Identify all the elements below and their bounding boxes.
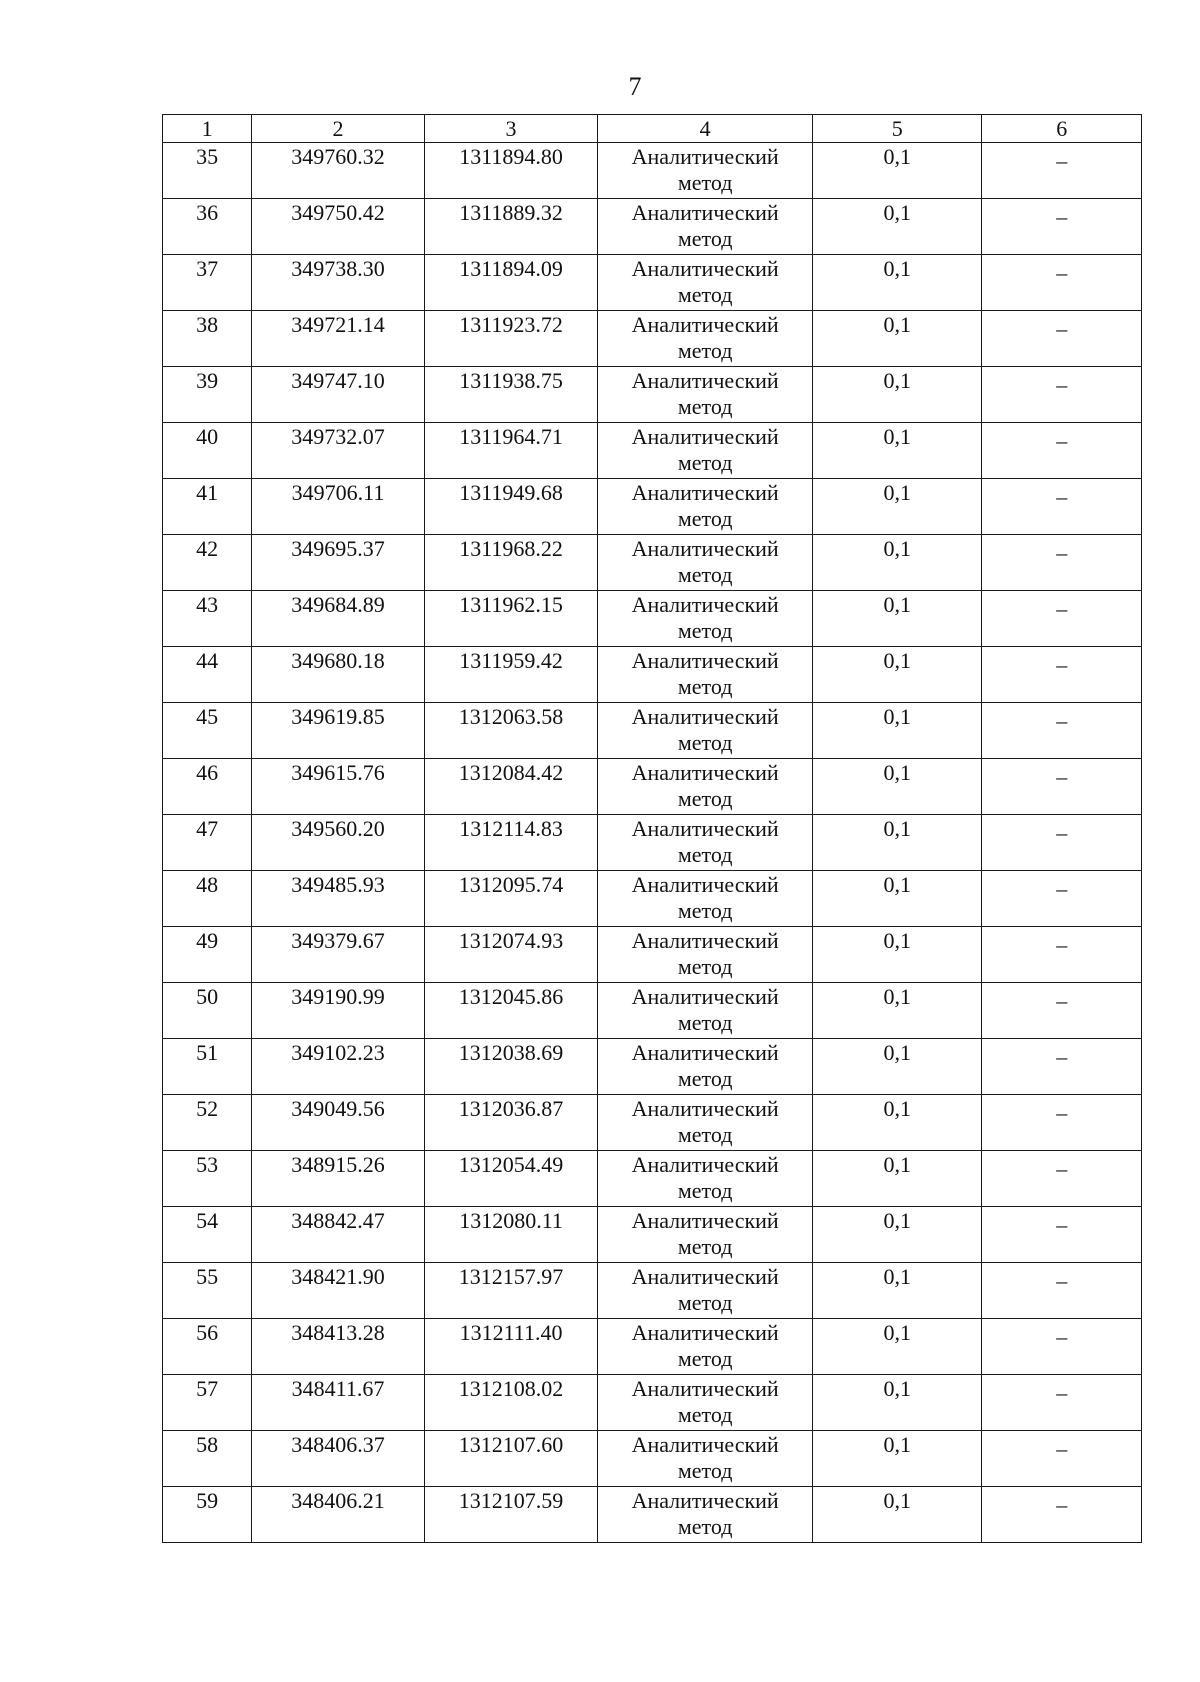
table-row (163, 479, 1142, 535)
method-cell (598, 535, 813, 591)
note-dash: – (1056, 1380, 1068, 1405)
method-line-2: метод (677, 842, 733, 867)
point-number-cell: 52 (163, 1095, 252, 1151)
x-coordinate-cell: 348421.90 (252, 1263, 425, 1319)
note-cell (982, 1487, 1142, 1543)
accuracy-cell: 0,1 (812, 255, 982, 311)
method-line-1: Аналитический (631, 1432, 779, 1457)
point-number-cell: 55 (163, 1263, 252, 1319)
method-cell (598, 927, 813, 983)
note-cell (982, 1263, 1142, 1319)
accuracy-cell: 0,1 (812, 871, 982, 927)
accuracy-cell: 0,1 (812, 1319, 982, 1375)
method-line-2: метод (677, 1514, 733, 1539)
x-coordinate-cell: 348411.67 (252, 1375, 425, 1431)
method-line-2: метод (677, 618, 733, 643)
point-number-cell: 41 (163, 479, 252, 535)
point-number-cell: 37 (163, 255, 252, 311)
method-cell (598, 647, 813, 703)
point-number-cell: 59 (163, 1487, 252, 1543)
table-row (163, 591, 1142, 647)
point-number-cell: 43 (163, 591, 252, 647)
note-dash: – (1056, 820, 1068, 845)
method-cell (598, 423, 813, 479)
y-coordinate-cell: 1312063.58 (424, 703, 598, 759)
y-coordinate-cell: 1312157.97 (424, 1263, 598, 1319)
method-cell (598, 199, 813, 255)
method-line-1: Аналитический (631, 1152, 779, 1177)
method-line-2: метод (677, 1010, 733, 1035)
table-row (163, 647, 1142, 703)
method-line-2: метод (677, 786, 733, 811)
method-line-2: метод (677, 1346, 733, 1371)
method-line-2: метод (677, 506, 733, 531)
table-row (163, 1151, 1142, 1207)
method-line-2: метод (677, 1402, 733, 1427)
table-row (163, 255, 1142, 311)
note-cell (982, 647, 1142, 703)
y-coordinate-cell: 1312095.74 (424, 871, 598, 927)
method-line-1: Аналитический (631, 424, 779, 449)
table-row (163, 759, 1142, 815)
point-number-cell: 39 (163, 367, 252, 423)
method-line-1: Аналитический (631, 312, 779, 337)
note-dash: – (1056, 988, 1068, 1013)
method-line-2: метод (677, 282, 733, 307)
accuracy-cell: 0,1 (812, 703, 982, 759)
method-line-2: метод (677, 898, 733, 923)
method-line-2: метод (677, 1458, 733, 1483)
method-cell (598, 1375, 813, 1431)
method-cell (598, 1039, 813, 1095)
table-row (163, 1039, 1142, 1095)
point-number-cell: 47 (163, 815, 252, 871)
x-coordinate-cell: 349102.23 (252, 1039, 425, 1095)
method-cell (598, 1487, 813, 1543)
x-coordinate-cell: 349680.18 (252, 647, 425, 703)
point-number-cell: 54 (163, 1207, 252, 1263)
table-body (163, 115, 1142, 1543)
y-coordinate-cell: 1311964.71 (424, 423, 598, 479)
x-coordinate-cell: 349721.14 (252, 311, 425, 367)
point-number-cell: 51 (163, 1039, 252, 1095)
table-row (163, 815, 1142, 871)
accuracy-cell: 0,1 (812, 1207, 982, 1263)
column-header-3: 3 (424, 115, 598, 143)
note-cell (982, 367, 1142, 423)
note-dash: – (1056, 260, 1068, 285)
note-dash: – (1056, 652, 1068, 677)
accuracy-cell: 0,1 (812, 423, 982, 479)
method-line-1: Аналитический (631, 1488, 779, 1513)
x-coordinate-cell: 348406.37 (252, 1431, 425, 1487)
method-cell (598, 983, 813, 1039)
y-coordinate-cell: 1312107.60 (424, 1431, 598, 1487)
method-cell (598, 367, 813, 423)
accuracy-cell: 0,1 (812, 1487, 982, 1543)
note-cell (982, 1151, 1142, 1207)
method-line-1: Аналитический (631, 760, 779, 785)
note-cell (982, 1431, 1142, 1487)
method-line-1: Аналитический (631, 480, 779, 505)
y-coordinate-cell: 1311938.75 (424, 367, 598, 423)
note-cell (982, 983, 1142, 1039)
note-cell (982, 759, 1142, 815)
x-coordinate-cell: 349738.30 (252, 255, 425, 311)
method-line-1: Аналитический (631, 1320, 779, 1345)
method-line-1: Аналитический (631, 1264, 779, 1289)
table-row (163, 927, 1142, 983)
x-coordinate-cell: 349379.67 (252, 927, 425, 983)
accuracy-cell: 0,1 (812, 143, 982, 199)
point-number-cell: 50 (163, 983, 252, 1039)
method-line-1: Аналитический (631, 368, 779, 393)
x-coordinate-cell: 348915.26 (252, 1151, 425, 1207)
table-row (163, 1207, 1142, 1263)
x-coordinate-cell: 349750.42 (252, 199, 425, 255)
coordinates-table (162, 114, 1142, 1543)
x-coordinate-cell: 349684.89 (252, 591, 425, 647)
note-dash: – (1056, 1044, 1068, 1069)
method-cell (598, 1151, 813, 1207)
note-cell (982, 479, 1142, 535)
method-line-2: метод (677, 1290, 733, 1315)
x-coordinate-cell: 348413.28 (252, 1319, 425, 1375)
accuracy-cell: 0,1 (812, 647, 982, 703)
table-row (163, 1375, 1142, 1431)
table-row (163, 983, 1142, 1039)
method-line-1: Аналитический (631, 1208, 779, 1233)
note-cell (982, 871, 1142, 927)
method-cell (598, 311, 813, 367)
method-line-1: Аналитический (631, 704, 779, 729)
method-line-1: Аналитический (631, 928, 779, 953)
method-cell (598, 815, 813, 871)
note-dash: – (1056, 596, 1068, 621)
x-coordinate-cell: 349706.11 (252, 479, 425, 535)
note-dash: – (1056, 876, 1068, 901)
note-cell (982, 815, 1142, 871)
method-line-1: Аналитический (631, 1040, 779, 1065)
x-coordinate-cell: 349760.32 (252, 143, 425, 199)
accuracy-cell: 0,1 (812, 311, 982, 367)
y-coordinate-cell: 1311889.32 (424, 199, 598, 255)
column-header-6: 6 (982, 115, 1142, 143)
x-coordinate-cell: 349485.93 (252, 871, 425, 927)
column-header-5: 5 (812, 115, 982, 143)
accuracy-cell: 0,1 (812, 199, 982, 255)
method-line-1: Аналитический (631, 648, 779, 673)
point-number-cell: 40 (163, 423, 252, 479)
method-cell (598, 1263, 813, 1319)
note-dash: – (1056, 1436, 1068, 1461)
y-coordinate-cell: 1311962.15 (424, 591, 598, 647)
method-line-2: метод (677, 1122, 733, 1147)
table-row (163, 703, 1142, 759)
method-line-2: метод (677, 562, 733, 587)
note-cell (982, 423, 1142, 479)
y-coordinate-cell: 1312074.93 (424, 927, 598, 983)
table-row (163, 367, 1142, 423)
x-coordinate-cell: 349619.85 (252, 703, 425, 759)
note-cell (982, 143, 1142, 199)
y-coordinate-cell: 1311894.09 (424, 255, 598, 311)
table-row (163, 1263, 1142, 1319)
method-cell (598, 759, 813, 815)
accuracy-cell: 0,1 (812, 367, 982, 423)
method-line-1: Аналитический (631, 256, 779, 281)
accuracy-cell: 0,1 (812, 535, 982, 591)
column-header-1: 1 (163, 115, 252, 143)
method-line-1: Аналитический (631, 1376, 779, 1401)
method-cell (598, 871, 813, 927)
y-coordinate-cell: 1312045.86 (424, 983, 598, 1039)
x-coordinate-cell: 349190.99 (252, 983, 425, 1039)
y-coordinate-cell: 1312114.83 (424, 815, 598, 871)
note-dash: – (1056, 932, 1068, 957)
y-coordinate-cell: 1312038.69 (424, 1039, 598, 1095)
table-row (163, 535, 1142, 591)
accuracy-cell: 0,1 (812, 1263, 982, 1319)
note-cell (982, 927, 1142, 983)
y-coordinate-cell: 1312080.11 (424, 1207, 598, 1263)
method-line-2: метод (677, 1234, 733, 1259)
method-line-2: метод (677, 394, 733, 419)
note-dash: – (1056, 708, 1068, 733)
accuracy-cell: 0,1 (812, 1151, 982, 1207)
column-header-4: 4 (598, 115, 813, 143)
table-header-row (163, 115, 1142, 143)
x-coordinate-cell: 349747.10 (252, 367, 425, 423)
note-dash: – (1056, 540, 1068, 565)
note-cell (982, 703, 1142, 759)
method-line-2: метод (677, 1066, 733, 1091)
y-coordinate-cell: 1312084.42 (424, 759, 598, 815)
x-coordinate-cell: 349695.37 (252, 535, 425, 591)
method-cell (598, 1431, 813, 1487)
y-coordinate-cell: 1312107.59 (424, 1487, 598, 1543)
note-dash: – (1056, 484, 1068, 509)
accuracy-cell: 0,1 (812, 927, 982, 983)
method-line-1: Аналитический (631, 984, 779, 1009)
point-number-cell: 44 (163, 647, 252, 703)
x-coordinate-cell: 349560.20 (252, 815, 425, 871)
note-dash: – (1056, 428, 1068, 453)
method-line-1: Аналитический (631, 1096, 779, 1121)
table-row (163, 423, 1142, 479)
table-row (163, 199, 1142, 255)
note-cell (982, 1375, 1142, 1431)
accuracy-cell: 0,1 (812, 983, 982, 1039)
table-row (163, 143, 1142, 199)
y-coordinate-cell: 1311949.68 (424, 479, 598, 535)
y-coordinate-cell: 1312108.02 (424, 1375, 598, 1431)
x-coordinate-cell: 349049.56 (252, 1095, 425, 1151)
point-number-cell: 53 (163, 1151, 252, 1207)
point-number-cell: 57 (163, 1375, 252, 1431)
point-number-cell: 46 (163, 759, 252, 815)
accuracy-cell: 0,1 (812, 1095, 982, 1151)
page-number: 7 (628, 72, 642, 101)
x-coordinate-cell: 348842.47 (252, 1207, 425, 1263)
method-cell (598, 479, 813, 535)
note-cell (982, 311, 1142, 367)
x-coordinate-cell: 349615.76 (252, 759, 425, 815)
point-number-cell: 45 (163, 703, 252, 759)
method-line-2: метод (677, 226, 733, 251)
point-number-cell: 36 (163, 199, 252, 255)
accuracy-cell: 0,1 (812, 479, 982, 535)
method-cell (598, 1207, 813, 1263)
note-cell (982, 255, 1142, 311)
method-line-1: Аналитический (631, 200, 779, 225)
note-dash: – (1056, 316, 1068, 341)
y-coordinate-cell: 1312054.49 (424, 1151, 598, 1207)
note-dash: – (1056, 1156, 1068, 1181)
method-line-2: метод (677, 954, 733, 979)
method-line-1: Аналитический (631, 872, 779, 897)
accuracy-cell: 0,1 (812, 1375, 982, 1431)
point-number-cell: 58 (163, 1431, 252, 1487)
point-number-cell: 35 (163, 143, 252, 199)
method-cell (598, 1095, 813, 1151)
method-cell (598, 703, 813, 759)
note-dash: – (1056, 1212, 1068, 1237)
note-dash: – (1056, 372, 1068, 397)
note-cell (982, 591, 1142, 647)
note-dash: – (1056, 1324, 1068, 1349)
point-number-cell: 38 (163, 311, 252, 367)
table-row (163, 871, 1142, 927)
note-dash: – (1056, 1100, 1068, 1125)
note-cell (982, 535, 1142, 591)
table-row (163, 1095, 1142, 1151)
note-cell (982, 1207, 1142, 1263)
point-number-cell: 49 (163, 927, 252, 983)
method-line-1: Аналитический (631, 816, 779, 841)
method-line-2: метод (677, 450, 733, 475)
x-coordinate-cell: 349732.07 (252, 423, 425, 479)
method-line-2: метод (677, 170, 733, 195)
table-row (163, 311, 1142, 367)
note-cell (982, 1319, 1142, 1375)
note-dash: – (1056, 1268, 1068, 1293)
note-dash: – (1056, 764, 1068, 789)
method-line-1: Аналитический (631, 592, 779, 617)
method-cell (598, 591, 813, 647)
y-coordinate-cell: 1312036.87 (424, 1095, 598, 1151)
method-line-1: Аналитический (631, 144, 779, 169)
point-number-cell: 48 (163, 871, 252, 927)
y-coordinate-cell: 1311968.22 (424, 535, 598, 591)
point-number-cell: 56 (163, 1319, 252, 1375)
note-dash: – (1056, 1492, 1068, 1517)
method-cell (598, 255, 813, 311)
accuracy-cell: 0,1 (812, 591, 982, 647)
y-coordinate-cell: 1312111.40 (424, 1319, 598, 1375)
y-coordinate-cell: 1311894.80 (424, 143, 598, 199)
method-line-2: метод (677, 674, 733, 699)
accuracy-cell: 0,1 (812, 1431, 982, 1487)
accuracy-cell: 0,1 (812, 759, 982, 815)
method-line-2: метод (677, 730, 733, 755)
accuracy-cell: 0,1 (812, 1039, 982, 1095)
table-row (163, 1319, 1142, 1375)
y-coordinate-cell: 1311959.42 (424, 647, 598, 703)
table-row (163, 1487, 1142, 1543)
x-coordinate-cell: 348406.21 (252, 1487, 425, 1543)
note-cell (982, 1039, 1142, 1095)
method-cell (598, 143, 813, 199)
accuracy-cell: 0,1 (812, 815, 982, 871)
y-coordinate-cell: 1311923.72 (424, 311, 598, 367)
table-row (163, 1431, 1142, 1487)
method-line-1: Аналитический (631, 536, 779, 561)
note-dash: – (1056, 204, 1068, 229)
note-cell (982, 1095, 1142, 1151)
point-number-cell: 42 (163, 535, 252, 591)
note-dash: – (1056, 148, 1068, 173)
method-line-2: метод (677, 338, 733, 363)
method-line-2: метод (677, 1178, 733, 1203)
note-cell (982, 199, 1142, 255)
column-header-2: 2 (252, 115, 425, 143)
method-cell (598, 1319, 813, 1375)
